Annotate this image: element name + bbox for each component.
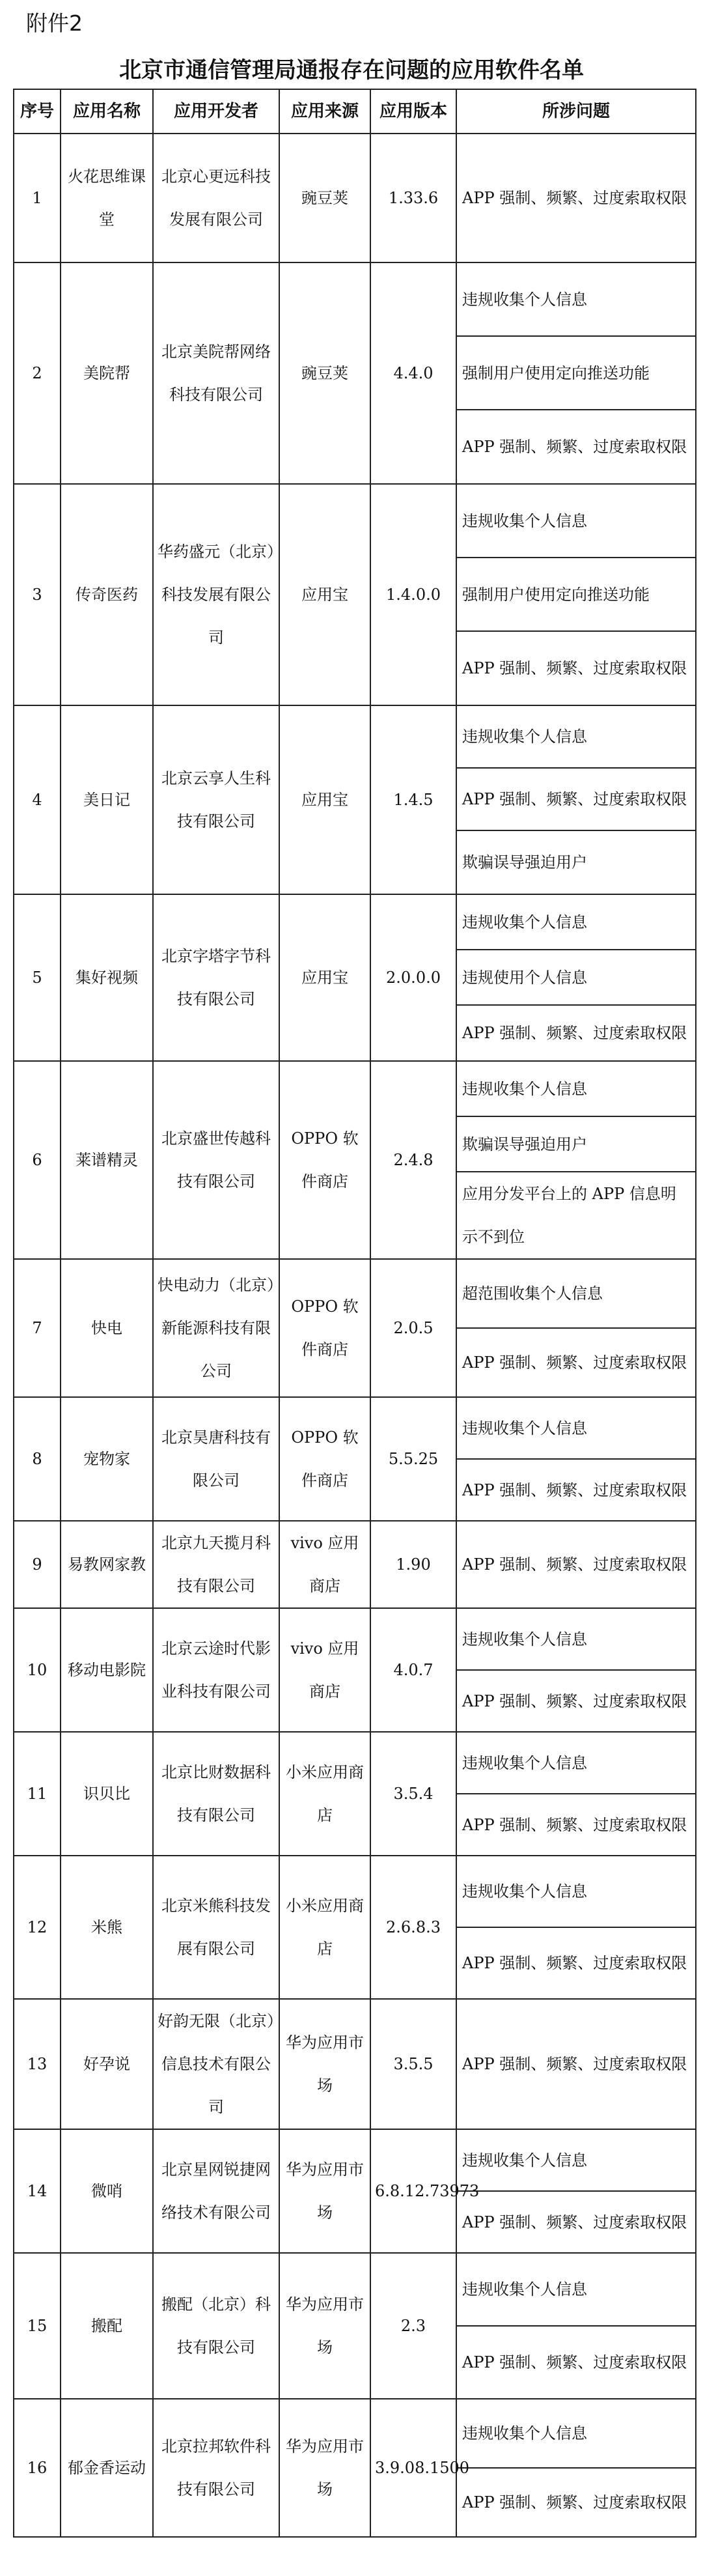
app-version: 1.4.0.0 bbox=[370, 484, 456, 705]
app-developer: 搬配（北京）科技有限公司 bbox=[153, 2253, 279, 2399]
issue-cell: 违规收集个人信息 bbox=[456, 262, 696, 336]
issue-cell: 违规收集个人信息 bbox=[456, 1732, 696, 1794]
header-row bbox=[14, 89, 696, 134]
app-version: 5.5.25 bbox=[370, 1397, 456, 1521]
table-row bbox=[14, 484, 696, 558]
table-row bbox=[14, 1856, 696, 1927]
issue-cell: 违规收集个人信息 bbox=[456, 1856, 696, 1927]
issue-cell: APP 强制、频繁、过度索取权限 bbox=[456, 2326, 696, 2399]
document-title: 北京市通信管理局通报存在问题的应用软件名单 bbox=[119, 57, 584, 83]
app-name: 美院帮 bbox=[61, 262, 153, 484]
table-row bbox=[14, 1061, 696, 1116]
header-source: 应用来源 bbox=[279, 89, 370, 134]
app-name: 快电 bbox=[61, 1259, 153, 1397]
app-version: 2.0.5 bbox=[370, 1259, 456, 1397]
header-version: 应用版本 bbox=[370, 89, 456, 134]
header-issues: 所涉问题 bbox=[456, 89, 696, 134]
issue-cell: 违规收集个人信息 bbox=[456, 1608, 696, 1670]
app-version: 6.8.12.73973 bbox=[370, 2129, 456, 2253]
issue-cell: APP 强制、频繁、过度索取权限 bbox=[456, 134, 696, 262]
table-row bbox=[14, 2399, 696, 2468]
issue-cell: APP 强制、频繁、过度索取权限 bbox=[456, 1670, 696, 1732]
app-developer: 北京米熊科技发展有限公司 bbox=[153, 1856, 279, 1999]
row-number: 5 bbox=[14, 894, 61, 1061]
app-name: 好孕说 bbox=[61, 1999, 153, 2129]
row-number: 1 bbox=[14, 134, 61, 262]
row-number: 3 bbox=[14, 484, 61, 705]
issue-cell: APP 强制、频繁、过度索取权限 bbox=[456, 1794, 696, 1856]
header-developer: 应用开发者 bbox=[153, 89, 279, 134]
app-source: 华为应用市场 bbox=[279, 2399, 370, 2537]
row-number: 16 bbox=[14, 2399, 61, 2537]
app-source: OPPO 软件商店 bbox=[279, 1061, 370, 1259]
table-row bbox=[14, 894, 696, 950]
row-number: 6 bbox=[14, 1061, 61, 1259]
app-version: 1.90 bbox=[370, 1521, 456, 1608]
app-developer: 北京云享人生科技有限公司 bbox=[153, 705, 279, 894]
app-source: 华为应用市场 bbox=[279, 2253, 370, 2399]
table-row bbox=[14, 1999, 696, 2129]
table-row bbox=[14, 1732, 696, 1794]
issue-cell: APP 强制、频繁、过度索取权限 bbox=[456, 1999, 696, 2129]
app-version: 2.0.0.0 bbox=[370, 894, 456, 1061]
app-source: 小米应用商店 bbox=[279, 1732, 370, 1856]
app-source: 小米应用商店 bbox=[279, 1856, 370, 1999]
issue-cell: 欺骗误导强迫用户 bbox=[456, 1116, 696, 1172]
app-developer: 北京拉邦软件科技有限公司 bbox=[153, 2399, 279, 2537]
app-version: 2.4.8 bbox=[370, 1061, 456, 1259]
row-number: 13 bbox=[14, 1999, 61, 2129]
app-version: 1.4.5 bbox=[370, 705, 456, 894]
issue-cell: 违规收集个人信息 bbox=[456, 705, 696, 768]
app-version: 4.0.7 bbox=[370, 1608, 456, 1732]
issue-cell: 强制用户使用定向推送功能 bbox=[456, 558, 696, 631]
row-number: 4 bbox=[14, 705, 61, 894]
app-version: 1.33.6 bbox=[370, 134, 456, 262]
app-source: 应用宝 bbox=[279, 705, 370, 894]
row-number: 11 bbox=[14, 1732, 61, 1856]
app-source: 华为应用市场 bbox=[279, 1999, 370, 2129]
table-row bbox=[14, 1521, 696, 1608]
app-name: 易教网家教 bbox=[61, 1521, 153, 1608]
app-version: 2.3 bbox=[370, 2253, 456, 2399]
issue-cell: 违规收集个人信息 bbox=[456, 1397, 696, 1459]
app-source: OPPO 软件商店 bbox=[279, 1259, 370, 1397]
app-name: 火花思维课堂 bbox=[61, 134, 153, 262]
row-number: 8 bbox=[14, 1397, 61, 1521]
app-developer: 北京心更远科技发展有限公司 bbox=[153, 134, 279, 262]
app-developer: 北京九天揽月科技有限公司 bbox=[153, 1521, 279, 1608]
header-no: 序号 bbox=[14, 89, 61, 134]
app-developer: 北京比财数据科技有限公司 bbox=[153, 1732, 279, 1856]
app-version: 4.4.0 bbox=[370, 262, 456, 484]
issue-cell: APP 强制、频繁、过度索取权限 bbox=[456, 2191, 696, 2253]
app-developer: 北京昊唐科技有限公司 bbox=[153, 1397, 279, 1521]
app-name: 传奇医药 bbox=[61, 484, 153, 705]
issue-cell: 欺骗误导强迫用户 bbox=[456, 830, 696, 894]
issue-cell: 违规收集个人信息 bbox=[456, 484, 696, 558]
table-row bbox=[14, 262, 696, 336]
table-row bbox=[14, 1259, 696, 1328]
app-name: 美日记 bbox=[61, 705, 153, 894]
app-source: 华为应用市场 bbox=[279, 2129, 370, 2253]
row-number: 10 bbox=[14, 1608, 61, 1732]
app-developer: 好韵无限（北京）信息技术有限公司 bbox=[153, 1999, 279, 2129]
app-version: 3.5.4 bbox=[370, 1732, 456, 1856]
issue-cell: 超范围收集个人信息 bbox=[456, 1259, 696, 1328]
row-number: 15 bbox=[14, 2253, 61, 2399]
app-developer: 华药盛元（北京）科技发展有限公司 bbox=[153, 484, 279, 705]
issue-cell: 违规收集个人信息 bbox=[456, 2129, 696, 2191]
app-developer: 北京盛世传越科技有限公司 bbox=[153, 1061, 279, 1259]
app-name: 郁金香运动 bbox=[61, 2399, 153, 2537]
app-version: 2.6.8.3 bbox=[370, 1856, 456, 1999]
app-name: 宠物家 bbox=[61, 1397, 153, 1521]
app-source: vivo 应用商店 bbox=[279, 1521, 370, 1608]
issue-cell: 违规收集个人信息 bbox=[456, 1061, 696, 1116]
app-source: 应用宝 bbox=[279, 894, 370, 1061]
table-row bbox=[14, 1608, 696, 1670]
app-name: 识贝比 bbox=[61, 1732, 153, 1856]
app-name: 米熊 bbox=[61, 1856, 153, 1999]
app-developer: 北京云途时代影业科技有限公司 bbox=[153, 1608, 279, 1732]
app-source: 豌豆荚 bbox=[279, 134, 370, 262]
issue-cell: APP 强制、频繁、过度索取权限 bbox=[456, 1328, 696, 1397]
row-number: 14 bbox=[14, 2129, 61, 2253]
issue-cell: APP 强制、频繁、过度索取权限 bbox=[456, 1459, 696, 1521]
issue-cell: APP 强制、频繁、过度索取权限 bbox=[456, 631, 696, 705]
issue-cell: 违规使用个人信息 bbox=[456, 950, 696, 1005]
app-list-table bbox=[13, 89, 696, 2538]
app-version: 3.5.5 bbox=[370, 1999, 456, 2129]
app-developer: 快电动力（北京）新能源科技有限公司 bbox=[153, 1259, 279, 1397]
issue-cell: APP 强制、频繁、过度索取权限 bbox=[456, 2468, 696, 2537]
issue-cell: APP 强制、频繁、过度索取权限 bbox=[456, 1927, 696, 1999]
issue-cell: APP 强制、频繁、过度索取权限 bbox=[456, 410, 696, 484]
row-number: 12 bbox=[14, 1856, 61, 1999]
app-name: 移动电影院 bbox=[61, 1608, 153, 1732]
issue-cell: APP 强制、频繁、过度索取权限 bbox=[456, 1521, 696, 1608]
row-number: 7 bbox=[14, 1259, 61, 1397]
issue-cell: 违规收集个人信息 bbox=[456, 894, 696, 950]
table-row bbox=[14, 1397, 696, 1459]
app-name: 微哨 bbox=[61, 2129, 153, 2253]
issue-cell: 违规收集个人信息 bbox=[456, 2253, 696, 2326]
app-source: OPPO 软件商店 bbox=[279, 1397, 370, 1521]
app-name: 集好视频 bbox=[61, 894, 153, 1061]
row-number: 9 bbox=[14, 1521, 61, 1608]
table-row bbox=[14, 134, 696, 262]
table-row bbox=[14, 2129, 696, 2191]
app-source: vivo 应用商店 bbox=[279, 1608, 370, 1732]
app-developer: 北京美院帮网络科技有限公司 bbox=[153, 262, 279, 484]
table-row bbox=[14, 705, 696, 768]
app-version: 3.9.08.1500 bbox=[370, 2399, 456, 2537]
attachment-label: 附件2 bbox=[26, 10, 83, 36]
issue-cell: 违规收集个人信息 bbox=[456, 2399, 696, 2468]
issue-cell: APP 强制、频繁、过度索取权限 bbox=[456, 1005, 696, 1061]
app-developer: 北京字塔字节科技有限公司 bbox=[153, 894, 279, 1061]
row-number: 2 bbox=[14, 262, 61, 484]
issue-cell: 强制用户使用定向推送功能 bbox=[456, 336, 696, 410]
issue-cell: 应用分发平台上的 APP 信息明示不到位 bbox=[456, 1172, 696, 1259]
app-source: 应用宝 bbox=[279, 484, 370, 705]
table-body bbox=[14, 134, 696, 2537]
app-name: 搬配 bbox=[61, 2253, 153, 2399]
issue-cell: APP 强制、频繁、过度索取权限 bbox=[456, 768, 696, 830]
header-name: 应用名称 bbox=[61, 89, 153, 134]
table-row bbox=[14, 2253, 696, 2326]
app-name: 莱谱精灵 bbox=[61, 1061, 153, 1259]
app-developer: 北京星网锐捷网络技术有限公司 bbox=[153, 2129, 279, 2253]
app-source: 豌豆荚 bbox=[279, 262, 370, 484]
